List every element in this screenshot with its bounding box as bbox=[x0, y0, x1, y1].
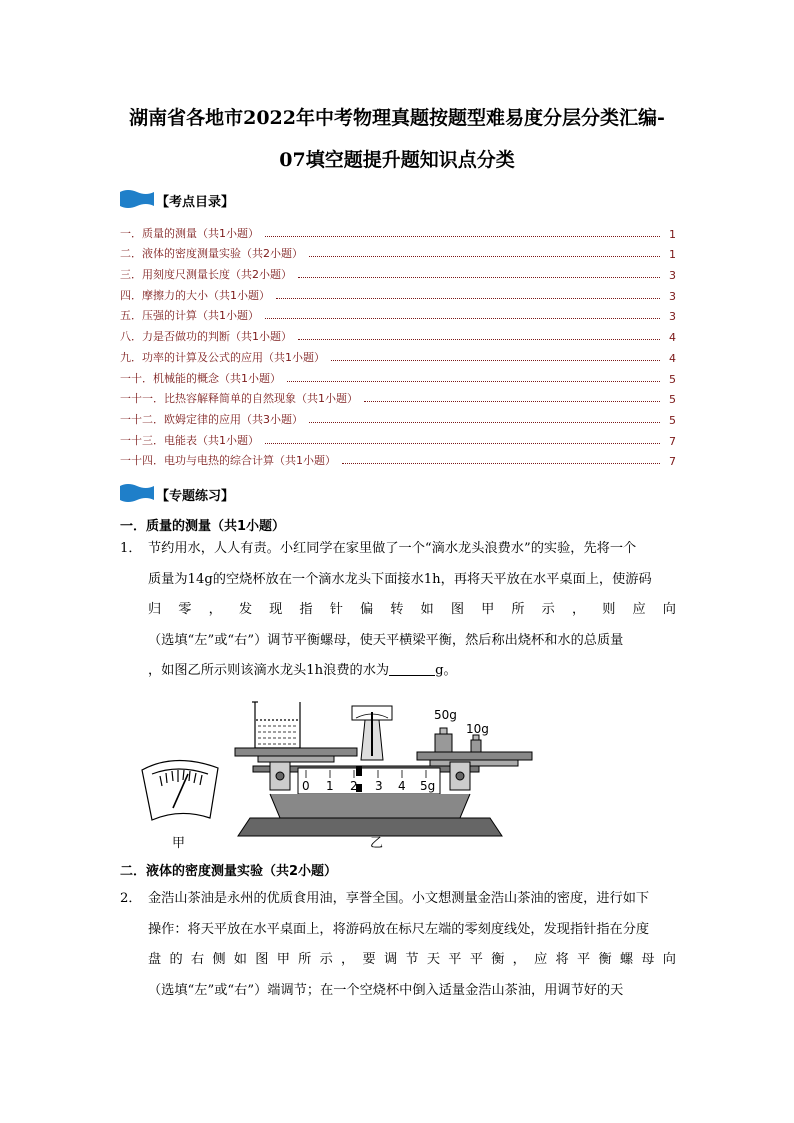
toc-entry-page: 3 bbox=[669, 269, 676, 283]
toc-entry[interactable] bbox=[120, 220, 676, 241]
toc-entry[interactable] bbox=[120, 323, 676, 344]
balance-figure bbox=[130, 690, 550, 859]
toc-leader-dots bbox=[265, 318, 660, 319]
section2-heading: 二．液体的密度测量实验（共2小题） bbox=[120, 864, 338, 879]
toc-entry-page: 7 bbox=[669, 455, 676, 469]
toc-entry-label: 五．压强的计算（共1小题） bbox=[120, 309, 259, 323]
toc-leader-dots bbox=[265, 236, 660, 237]
question-1-text-line5a: ，如图乙所示则该滴水龙头1h浪费的水为 bbox=[148, 663, 390, 678]
toc-leader-dots bbox=[287, 381, 660, 382]
answer-blank bbox=[389, 661, 435, 676]
balance-illustration bbox=[130, 690, 550, 855]
toc-entry-label: 九．功率的计算及公式的应用（共1小题） bbox=[120, 350, 325, 364]
question-1-text-line3: 归零，发现指针偏转如图甲所示，则应向 bbox=[148, 602, 676, 617]
toc-entry-page: 4 bbox=[669, 331, 676, 345]
weight-10g bbox=[471, 735, 481, 752]
toc-entry[interactable] bbox=[120, 261, 676, 282]
weight-10g-label: 10g bbox=[466, 722, 489, 736]
toc-entry[interactable] bbox=[120, 344, 676, 365]
toc-leader-dots bbox=[364, 401, 660, 402]
toc-entry-page: 1 bbox=[669, 227, 676, 241]
figure-label-yi: 乙 bbox=[370, 836, 384, 851]
toc-entry-label: 八．力是否做功的判断（共1小题） bbox=[120, 330, 292, 344]
question-2-text-line1: 金浩山茶油是永州的优质食用油，享誉全国。小文想测量金浩山茶油的密度，进行如下 bbox=[148, 891, 650, 906]
toc-entry[interactable] bbox=[120, 406, 676, 427]
scale-tick-2: 2 bbox=[350, 779, 358, 793]
toc-entry-label: 二．液体的密度测量实验（共2小题） bbox=[120, 247, 303, 261]
toc-entry-page: 5 bbox=[669, 372, 676, 386]
toc-entry[interactable] bbox=[120, 448, 676, 469]
toc-entry-page: 3 bbox=[669, 289, 676, 303]
toc-entry-label: 一十．机械能的概念（共1小题） bbox=[120, 371, 281, 385]
toc-entry[interactable] bbox=[120, 365, 676, 386]
wave-banner-icon bbox=[120, 482, 154, 502]
weight-50g bbox=[435, 728, 452, 752]
toc-entry-label: 四．摩擦力的大小（共1小题） bbox=[120, 288, 270, 302]
question-1-number: 1． bbox=[120, 541, 142, 556]
toc-entry-page: 4 bbox=[669, 351, 676, 365]
section1-heading: 一．质量的测量（共1小题） bbox=[120, 519, 286, 534]
weight-50g-label: 50g bbox=[434, 708, 457, 722]
toc-entry-page: 7 bbox=[669, 434, 676, 448]
toc-entry-label: 一十二．欧姆定律的应用（共3小题） bbox=[120, 412, 303, 426]
toc-leader-dots bbox=[265, 443, 660, 444]
toc-entry-label: 一十三．电能表（共1小题） bbox=[120, 433, 259, 447]
question-1-text-line1: 节约用水，人人有责。小红同学在家里做了一个“滴水龙头浪费水”的实验，先将一个 bbox=[148, 541, 637, 556]
beaker bbox=[252, 702, 300, 748]
question-1-text-line2: 质量为14g的空烧杯放在一个滴水龙头下面接水1h，再将天平放在水平桌面上，使游码 bbox=[148, 571, 652, 587]
toc-entry[interactable] bbox=[120, 282, 676, 303]
question-2-text-line2: 操作：将天平放在水平桌面上，将游码放在标尺左端的零刻度线处，发现指针指在分度 bbox=[148, 921, 650, 937]
toc-entry-page: 1 bbox=[669, 248, 676, 262]
toc-leader-dots bbox=[342, 463, 660, 464]
toc-entry[interactable] bbox=[120, 303, 676, 324]
toc-entry[interactable] bbox=[120, 241, 676, 262]
question-2-number: 2． bbox=[120, 891, 142, 906]
page-title-line2: 07填空题提升题知识点分类 bbox=[279, 149, 515, 171]
toc-leader-dots bbox=[298, 277, 660, 278]
dial-jia bbox=[142, 760, 218, 820]
question-1-text-line5b: g。 bbox=[435, 663, 457, 678]
toc-entry-label: 一十四．电功与电热的综合计算（共1小题） bbox=[120, 454, 336, 468]
scale-tick-4: 4 bbox=[398, 779, 406, 793]
question-2-text-line3: 盘的右侧如图甲所示，要调节天平平衡，应将平衡螺母向 bbox=[148, 952, 676, 967]
question-2 bbox=[120, 884, 676, 1006]
toc-entry-label: 一十一．比热容解释简单的自然现象（共1小题） bbox=[120, 392, 358, 406]
wave-banner-icon bbox=[120, 188, 154, 208]
toc-entry[interactable] bbox=[120, 427, 676, 448]
toc-entry-page: 5 bbox=[669, 413, 676, 427]
question-1-text-line4: （选填“左”或“右”）调节平衡螺母，使天平横梁平衡，然后称出烧杯和水的总质量 bbox=[148, 632, 624, 648]
scale-tick-1: 1 bbox=[326, 779, 334, 793]
practice-header-label: 【专题练习】 bbox=[156, 489, 235, 504]
toc-leader-dots bbox=[331, 360, 660, 361]
scale-tick-3: 3 bbox=[375, 779, 383, 793]
toc-leader-dots bbox=[298, 339, 660, 340]
figure-label-jia: 甲 bbox=[172, 836, 186, 851]
toc-header-label: 【考点目录】 bbox=[156, 195, 235, 210]
page-title-line1: 湖南省各地市2022年中考物理真题按题型难易度分层分类汇编- bbox=[129, 107, 665, 129]
toc-entry-page: 5 bbox=[669, 393, 676, 407]
toc-leader-dots bbox=[309, 422, 660, 423]
question-1 bbox=[120, 534, 676, 687]
scale-tick-0: 0 bbox=[302, 779, 310, 793]
toc-entry[interactable] bbox=[120, 386, 676, 407]
table-of-contents bbox=[120, 220, 676, 468]
question-2-text-line4: （选填“左”或“右”）端调节；在一个空烧杯中倒入适量金浩山茶油，用调节好的天 bbox=[148, 982, 624, 998]
toc-entry-label: 一．质量的测量（共1小题） bbox=[120, 226, 259, 240]
scale-tick-5g: 5g bbox=[420, 779, 436, 793]
toc-leader-dots bbox=[309, 256, 660, 257]
toc-leader-dots bbox=[276, 298, 660, 299]
toc-entry-page: 3 bbox=[669, 310, 676, 324]
toc-entry-label: 三．用刻度尺测量长度（共2小题） bbox=[120, 268, 292, 282]
